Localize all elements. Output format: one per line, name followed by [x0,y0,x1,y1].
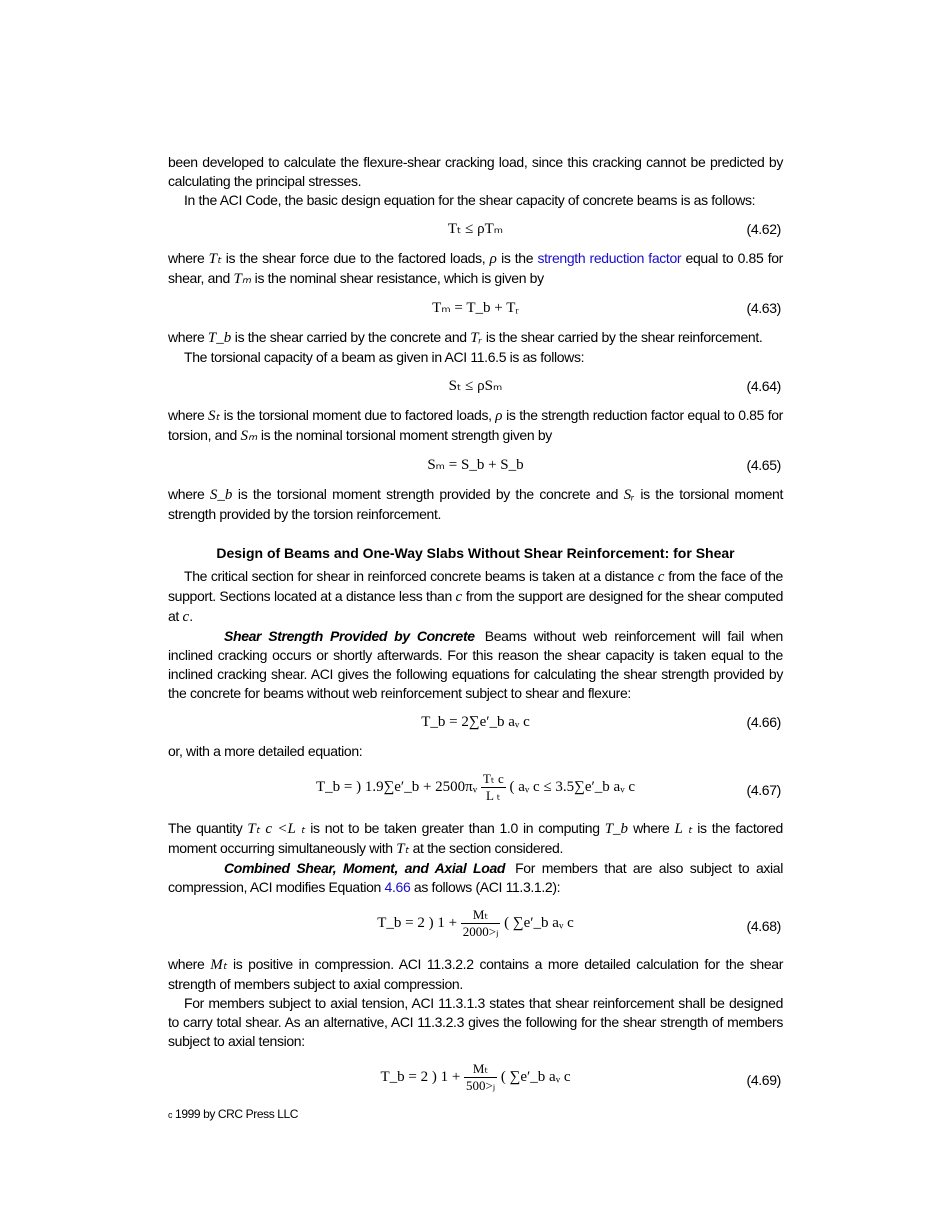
equation-expression: Sₜ ≤ ρSₘ [448,378,503,394]
paragraph-intro: been developed to calculate the flexure-shear cracking load, since this cracking cannot be predicted by calculating the principal stresses. [168,154,783,189]
paragraph-detailed-equation: or, with a more detailed equation: [168,743,363,759]
runin-heading: Shear Strength Provided by Concrete [224,628,475,644]
paragraph-shear-strength-concrete: Shear Strength Provided by Concrete Beams without web reinforcement will fail when inclined cracking occurs or shortly afterwards. For this reason the shear capacity is taken equal to the inclined cracking shear. ACI gives the following equations for calculating the shear strength provided by the concrete for beams without web reinforcement subject to shear and flexure: [168,628,783,701]
equation-4-63 [168,299,783,318]
paragraph-aci-code: In the ACI Code, the basic design equation for the shear capacity of concrete beams is as follows: [184,192,756,208]
fraction: $\frac{\text{Mₜ}}{\text{500>ⱼ}}$ [466,1061,496,1093]
equation-4-68 [168,907,783,945]
equation-expression: T_b = 2 ) 1 + $\frac{\text{Mₜ}}{\text{500>ⱼ}}$ ( ∑e′_b aᵥ c [380,1061,571,1093]
equation-number: (4.67) [746,782,781,798]
fraction: $\frac{\text{Tₜ c}}{\text{L ₜ}}$ [482,771,504,803]
equation-number: (4.64) [746,378,781,394]
equation-4-62 [168,220,783,239]
page-body [168,153,783,1109]
section-heading: Design of Beams and One-Way Slabs Without Shear Reinforcement: for Shear [216,545,735,561]
paragraph-shear-carried: where T_b is the shear carried by the concrete and Tᵣ is the shear carried by the shear reinforcement. [168,329,763,346]
equation-number: (4.62) [746,221,781,237]
paragraph-shear-force: where Tₜ is the shear force due to the factored loads, ρ is the strength reduction factor equal to 0.85 for shear, and Tₘ is the nominal shear resistance, which is given by [168,250,783,287]
paragraph-combined-shear: Combined Shear, Moment, and Axial Load For members that are also subject to axial compression, ACI modifies Equation 4.66 as follows (ACI 11.3.1.2): [168,860,783,895]
equation-4-67 [168,771,783,809]
copyright-footer [168,1107,298,1121]
fraction: $\frac{\text{Mₜ}}{\text{2000>ⱼ}}$ [462,907,499,939]
equation-expression: Sₘ = S_b + S_b [427,457,524,473]
equation-expression: T_b = 2∑e′_b aᵥ c [421,714,530,730]
equation-number: (4.63) [746,300,781,316]
paragraph-axial-tension: For members subject to axial tension, ACI 11.3.1.3 states that shear reinforcement shall be designed to carry total shear. As an alternative, ACI 11.3.2.3 gives the following for the shear strength of members subject to axial tension: [168,995,783,1049]
equation-4-69 [168,1061,783,1099]
equation-number: (4.65) [746,457,781,473]
equation-expression: T_b = ) 1.9∑e′_b + 2500πᵥ $\frac{\text{Tₜ c}}{\text{L ₜ}}$ ( aᵥ c ≤ 3.5∑e′_b aᵥ c [315,771,636,803]
copyright-icon: c [168,1110,173,1120]
paragraph-torsional-strength: where S_b is the torsional moment strength provided by the concrete and Sᵣ is the torsional moment strength provided by the torsion reinforcement. [168,486,783,522]
equation-expression: Tₘ = T_b + Tᵣ [432,300,519,316]
paragraph-torsional-moment: where Sₜ is the torsional moment due to factored loads, ρ is the strength reduction factor equal to 0.85 for torsion, and Sₘ is the nominal torsional moment strength given by [168,407,783,444]
paragraph-quantity: The quantity Tₜ c <L ₜ is not to be taken greater than 1.0 in computing T_b where L ₜ is the factored moment occurring simultaneously with Tₜ at the section considered. [168,820,783,857]
strength-reduction-factor-link[interactable]: strength reduction factor [537,250,682,266]
equation-4-66 [168,713,783,732]
paragraph-critical-section: The critical section for shear in reinforced concrete beams is taken at a distance c from the face of the support. Sections located at a distance less than c from the support are designed for the shear computed at c. [168,568,784,625]
equation-expression: Tₜ ≤ ρTₘ [447,221,504,237]
equation-4-64 [168,377,783,396]
copyright-text: 1999 by CRC Press LLC [175,1107,299,1121]
paragraph-positive-compression: where Mₜ is positive in compression. ACI 11.3.2.2 contains a more detailed calculation for the shear strength of members subject to axial compression. [168,956,784,992]
paragraph-torsional-capacity: The torsional capacity of a beam as given in ACI 11.6.5 is as follows: [184,349,585,365]
equation-expression: T_b = 2 ) 1 + $\frac{\text{Mₜ}}{\text{2000>ⱼ}}$ ( ∑e′_b aᵥ c [377,907,574,939]
equation-number: (4.68) [746,918,781,934]
equation-number: (4.66) [746,714,781,730]
equation-number: (4.69) [746,1072,781,1088]
equation-4-65 [168,456,783,475]
runin-heading: Combined Shear, Moment, and Axial Load [224,860,506,876]
equation-4-66-link[interactable]: 4.66 [384,879,411,895]
